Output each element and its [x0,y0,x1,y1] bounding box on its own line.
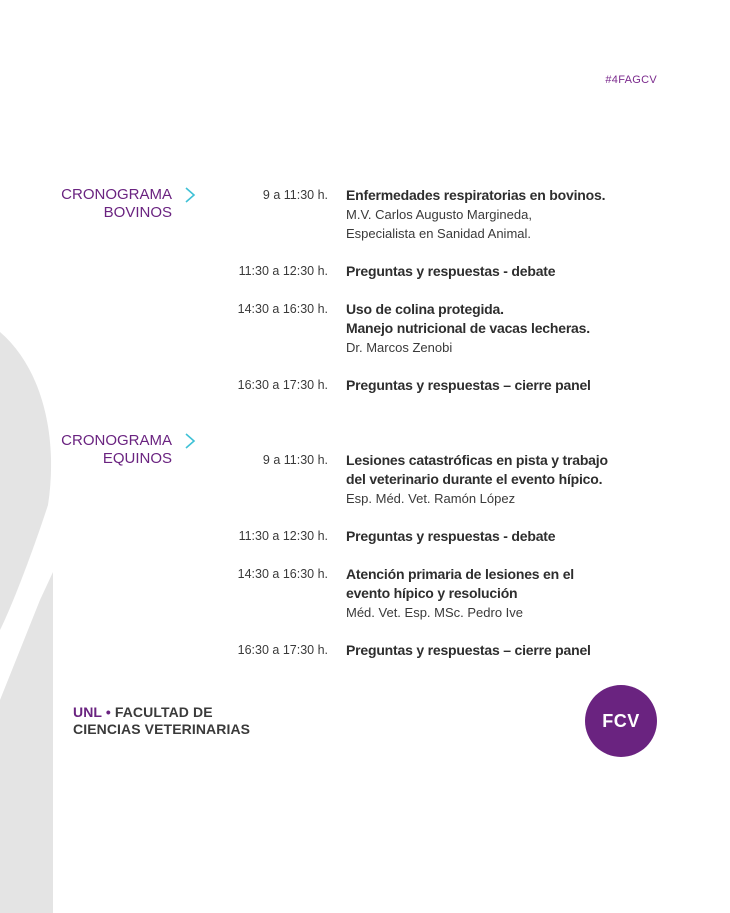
time-slot: 16:30 a 17:30 h. [237,378,328,392]
time-slot: 9 a 11:30 h. [262,453,328,467]
session-topic: Preguntas y respuestas - debate [346,528,556,544]
session-content [346,262,646,281]
section-title-line1: CRONOGRAMA [61,186,172,203]
session-topic: Lesiones catastróficas en pista y trabajo [346,452,608,468]
session-topic: Preguntas y respuestas - debate [346,263,556,279]
session-topic: del veterinario durante el evento hípico. [346,471,603,487]
chevron-right-icon [184,186,196,204]
faculty-logo-text [73,704,250,738]
faculty-name-line2: CIENCIAS VETERINARIAS [73,721,251,737]
time-slot: 9 a 11:30 h. [262,188,328,202]
session-content [346,186,646,243]
session-topic: Manejo nutricional de vacas lecheras. [346,320,590,336]
session-topic: Preguntas y respuestas – cierre panel [346,377,591,393]
session-speaker: Méd. Vet. Esp. MSc. Pedro Ive [346,605,524,620]
separator-dot: • [105,704,111,720]
session-content [346,300,646,357]
session-speaker: Dr. Marcos Zenobi [346,340,453,355]
session-content [346,451,646,508]
time-slot: 14:30 a 16:30 h. [237,567,328,581]
unl-wordmark: UNL [73,704,102,720]
hashtag: #4FAGCV [605,74,657,86]
faculty-name-line1: FACULTAD DE [114,704,213,720]
session-content [346,565,646,622]
section-title-line1: CRONOGRAMA [61,432,172,449]
session-topic: Uso de colina protegida. [346,301,504,317]
session-topic: evento hípico y resolución [346,585,518,601]
session-content [346,527,646,546]
session-topic: Preguntas y respuestas – cierre panel [346,642,591,658]
session-speaker: Esp. Méd. Vet. Ramón López [346,491,516,506]
time-slot: 16:30 a 17:30 h. [237,643,328,657]
session-speaker: M.V. Carlos Augusto Margineda, [346,207,532,222]
session-speaker: Especialista en Sanidad Animal. [346,226,532,241]
section-title-bovinos [61,186,172,222]
session-content [346,641,646,660]
session-topic: Atención primaria de lesiones en el [346,566,574,582]
fcv-badge: FCV [585,685,657,757]
session-topic: Enfermedades respiratorias en bovinos. [346,187,606,203]
time-slot: 11:30 a 12:30 h. [238,264,328,278]
time-slot: 11:30 a 12:30 h. [238,529,328,543]
section-title-equinos [61,432,172,468]
session-content [346,376,646,395]
time-slot: 14:30 a 16:30 h. [237,302,328,316]
section-title-line2: EQUINOS [102,450,172,467]
chevron-right-icon [184,432,196,450]
section-title-line2: BOVINOS [103,204,172,221]
